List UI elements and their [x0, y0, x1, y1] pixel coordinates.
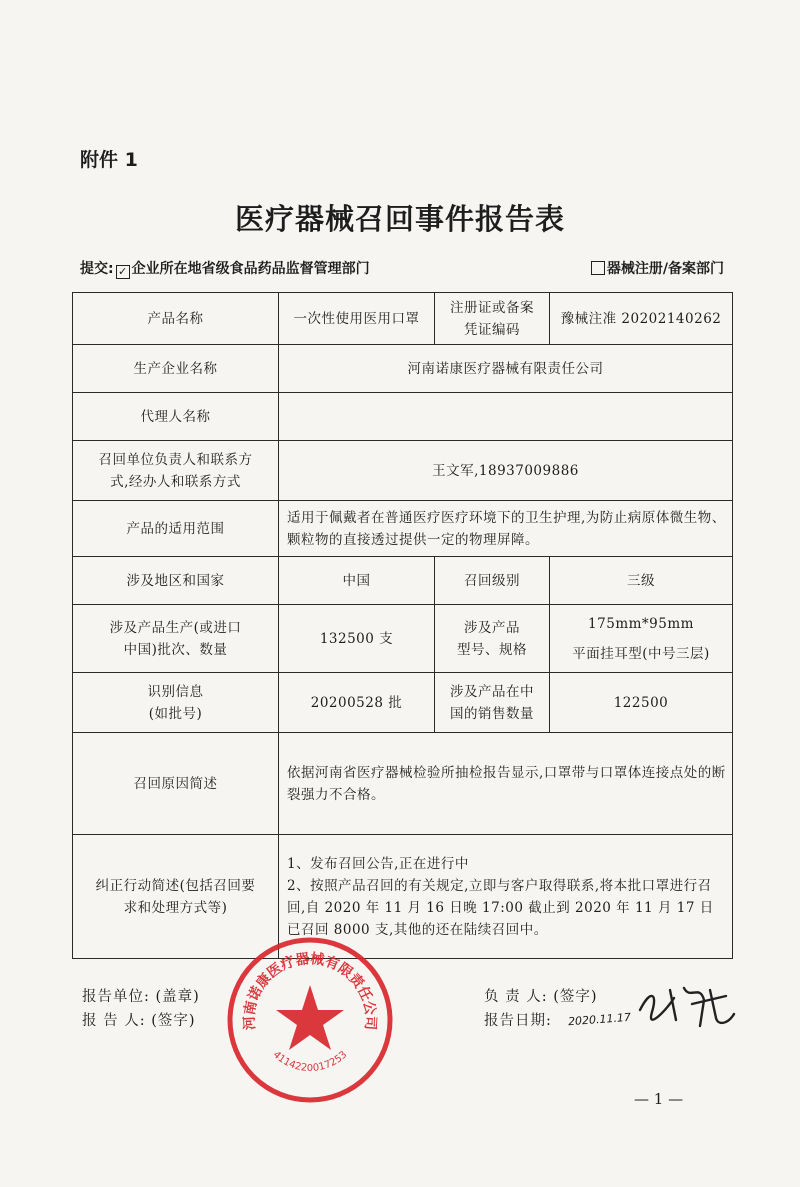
action-label: 纠正行动简述(包括召回要 求和处理方式等)	[73, 835, 279, 959]
report-date-label: 报告日期:	[484, 1013, 552, 1029]
table-row	[73, 501, 733, 557]
table-row	[73, 673, 733, 733]
submit-option-registration-label: 器械注册/备案部门	[606, 261, 724, 277]
contact-label: 召回单位负责人和联系方 式,经办人和联系方式	[73, 441, 279, 501]
table-row	[73, 345, 733, 393]
seal-star-icon	[276, 985, 344, 1050]
report-unit-label: 报告单位: (盖章)	[82, 989, 200, 1005]
company-seal	[225, 935, 395, 1105]
product-name-label: 产品名称	[73, 293, 279, 345]
table-row	[73, 393, 733, 441]
id-label: 识别信息 (如批号)	[73, 673, 279, 733]
attachment-label: 附件 1	[80, 149, 138, 171]
sales-label: 涉及产品在中 国的销售数量	[435, 673, 550, 733]
table-row	[73, 441, 733, 501]
table-row	[73, 605, 733, 673]
page-title: 医疗器械召回事件报告表	[234, 202, 565, 236]
page-number: — 1 —	[634, 1090, 684, 1108]
recall-report-table	[72, 292, 733, 959]
registration-label: 注册证或备案 凭证编码	[435, 293, 550, 345]
reason-label: 召回原因简述	[73, 733, 279, 835]
id-value: 20200528 批	[279, 673, 435, 733]
checked-checkbox-icon[interactable]: ✓	[116, 265, 130, 279]
scope-label: 产品的适用范围	[73, 501, 279, 557]
agent-value	[279, 393, 733, 441]
model-value: 175mm*95mm 平面挂耳型(中号三层)	[550, 605, 733, 673]
handwritten-signature	[630, 970, 740, 1040]
reason-value: 依据河南省医疗器械检验所抽检报告显示,口罩带与口罩体连接点处的断裂强力不合格。	[279, 733, 733, 835]
level-value: 三级	[550, 557, 733, 605]
scope-value: 适用于佩戴者在普通医疗医疗环境下的卫生护理,为防止病原体微生物、颗粒物的直接透过提供一定的物理屏障。	[279, 501, 733, 557]
table-row	[73, 293, 733, 345]
table-row	[73, 557, 733, 605]
submit-row	[80, 258, 724, 280]
level-label: 召回级别	[435, 557, 550, 605]
registration-value: 豫械注准 20202140262	[550, 293, 733, 345]
sales-value: 122500	[550, 673, 733, 733]
responsible-label: 负 责 人: (签字)	[484, 989, 598, 1005]
manufacturer-label: 生产企业名称	[73, 345, 279, 393]
contact-value: 王文军,18937009886	[279, 441, 733, 501]
submit-label: 提交:	[80, 261, 114, 277]
agent-label: 代理人名称	[73, 393, 279, 441]
svg-text:4114220017253: 4114220017253	[270, 1049, 350, 1074]
model-label: 涉及产品 型号、规格	[435, 605, 550, 673]
manufacturer-value: 河南诺康医疗器械有限责任公司	[279, 345, 733, 393]
handwritten-date: 2020.11.17	[567, 1010, 632, 1029]
table-row	[73, 835, 733, 959]
submit-option-province-label: 企业所在地省级食品药品监督管理部门	[131, 261, 370, 277]
submit-option-province	[80, 258, 370, 279]
submit-option-registration	[589, 258, 724, 278]
product-name-value: 一次性使用医用口罩	[279, 293, 435, 345]
batch-label: 涉及产品生产(或进口 中国)批次、数量	[73, 605, 279, 673]
region-value: 中国	[279, 557, 435, 605]
svg-text:河南诺康医疗器械有限责任公司: 河南诺康医疗器械有限责任公司	[241, 951, 379, 1031]
reporter-label: 报 告 人: (签字)	[82, 1013, 196, 1029]
table-row	[73, 733, 733, 835]
batch-value: 132500 支	[279, 605, 435, 673]
action-value: 1、发布召回公告,正在进行中 2、按照产品召回的有关规定,立即与客户取得联系,将本批口罩进行召回,自 2020 年 11 月 16 日晚 17:00 截止到 2020 年 11 月 17 日已召回 8000 支,其他的还在陆续召回中。	[279, 835, 733, 959]
unchecked-checkbox-icon[interactable]	[591, 261, 605, 275]
region-label: 涉及地区和国家	[73, 557, 279, 605]
